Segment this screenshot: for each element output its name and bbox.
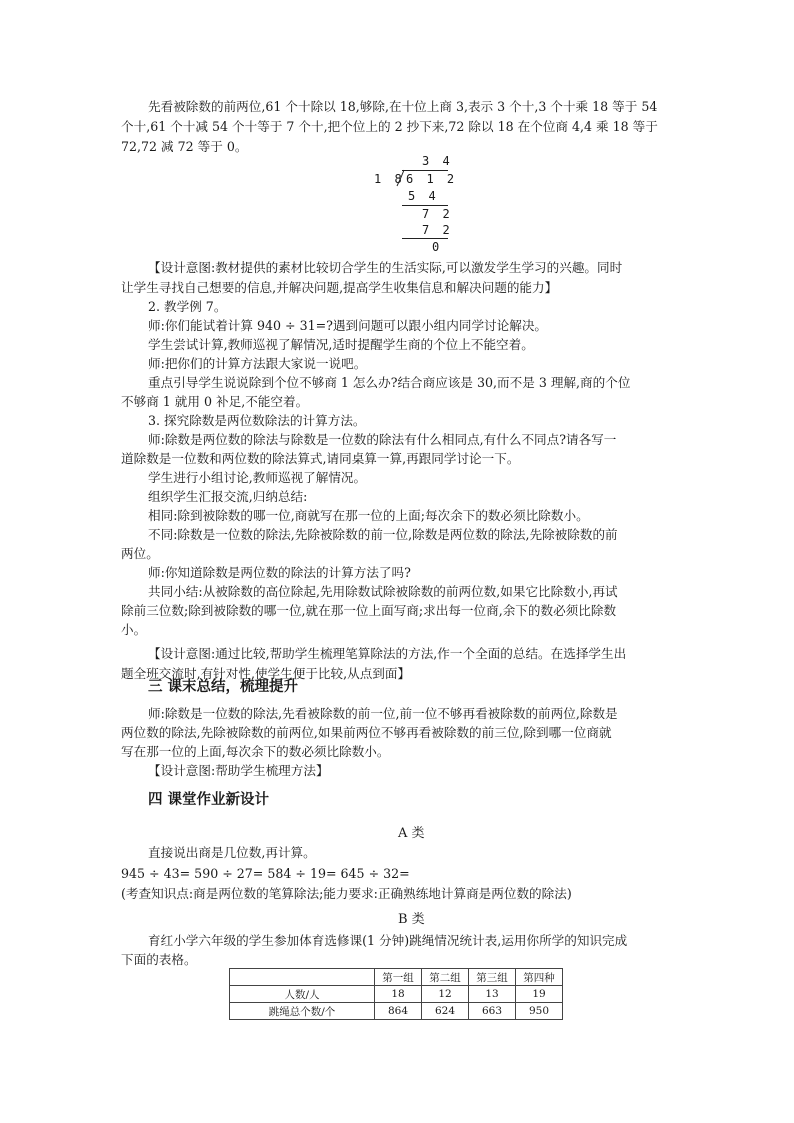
table-row-label: 跳绳总个数/个 xyxy=(230,1003,375,1020)
design-intent-2-line-2: 题全班交流时,有针对性,使学生便于比较,从点到面】 xyxy=(121,666,411,681)
division-dividend: 6 1 2 xyxy=(406,172,458,186)
guide-line-1: 重点引导学生说说除到个位不够商 1 怎么办?结合商应该是 30,而不是 3 理解,商的个位 xyxy=(148,375,631,390)
teacher-check: 师:你知道除数是两位数的除法的计算方法了吗? xyxy=(148,565,411,580)
division-remainder: 0 xyxy=(432,240,443,254)
division-bracket xyxy=(396,169,406,187)
division-line-2 xyxy=(402,238,448,239)
section-3-line-3: 写在那一位的上面,每次余下的数必须比除数小。 xyxy=(121,744,390,759)
joint-summary-line-3: 小。 xyxy=(121,622,147,637)
table-header-cell: 第四种 xyxy=(516,969,563,986)
joint-summary-line-1: 共同小结:从被除数的高位除起,先用除数试除被除数的前两位数,如果它比除数小,再试 xyxy=(148,584,618,599)
table-cell: 864 xyxy=(375,1003,422,1020)
difference-line-2: 两位。 xyxy=(121,546,159,561)
table-cell: 18 xyxy=(375,986,422,1003)
design-intent-3: 【设计意图:帮助学生梳理方法】 xyxy=(148,763,329,778)
category-b-line-1: 育红小学六年级的学生参加体育选修课(1 分钟)跳绳情况统计表,运用你所学的知识完成 xyxy=(148,933,628,948)
table-header-row xyxy=(230,969,563,986)
table-header-cell: 第三组 xyxy=(469,969,516,986)
table-row xyxy=(230,986,563,1003)
table-header-cell: 第二组 xyxy=(422,969,469,986)
design-intent-1-line-2: 让学生寻找自己想要的信息,并解决问题,提高学生收集信息和解决问题的能力】 xyxy=(121,280,558,295)
table-row-label: 人数/人 xyxy=(230,986,375,1003)
division-divisor: 1 8 xyxy=(374,172,405,186)
design-intent-1-line-1: 【设计意图:教材提供的素材比较切合学生的生活实际,可以激发学生学习的兴趣。同时 xyxy=(148,260,623,275)
division-step-3: 7 2 xyxy=(422,223,453,237)
table-row xyxy=(230,1003,563,1020)
category-b-line-2: 下面的表格。 xyxy=(121,952,197,967)
table-header-cell: 第一组 xyxy=(375,969,422,986)
division-line-1 xyxy=(402,205,448,206)
guide-line-2: 不够商 1 就用 0 补足,不能空着。 xyxy=(121,394,309,409)
category-a-problems: 945 ÷ 43= 590 ÷ 27= 584 ÷ 19= 645 ÷ 32= xyxy=(121,866,410,881)
summary-intro: 组织学生汇报交流,归纳总结: xyxy=(148,489,308,504)
section-4-heading: 四 课堂作业新设计 xyxy=(148,792,270,808)
table-cell: 19 xyxy=(516,986,563,1003)
table-cell: 13 xyxy=(469,986,516,1003)
intro-line-3: 72,72 减 72 等于 0。 xyxy=(121,139,248,154)
similarity-line: 相同:除到被除数的哪一位,商就写在那一位的上面;每次余下的数必须比除数小。 xyxy=(148,508,589,523)
explore-title: 3. 探究除数是两位数除法的计算方法。 xyxy=(148,413,366,428)
division-bar xyxy=(402,170,448,171)
teacher-question-line-1: 师:除数是两位数的除法与除数是一位数的除法有什么相同点,有什么不同点?请各写一 xyxy=(148,432,617,447)
teacher-question-line-2: 道除数是一位数和两位数的除法算式,请同桌算一算,再跟同学讨论一下。 xyxy=(121,451,520,466)
table-cell: 663 xyxy=(469,1003,516,1020)
teacher-line-3: 师:把你们的计算方法跟大家说一说吧。 xyxy=(148,356,367,371)
category-a-title: A 类 xyxy=(398,826,425,841)
jump-rope-stats-table xyxy=(229,968,563,1020)
teacher-line-2: 学生尝试计算,教师巡视了解情况,适时提醒学生商的个位上不能空着。 xyxy=(148,337,534,352)
intro-line-1: 先看被除数的前两位,61 个十除以 18,够除,在十位上商 3,表示 3 个十,3 个十乘 18 等于 54 xyxy=(148,99,658,114)
group-discussion: 学生进行小组讨论,教师巡视了解情况。 xyxy=(148,470,367,485)
category-b-title: B 类 xyxy=(398,912,425,927)
teacher-line-1: 师:你们能试着计算 940 ÷ 31=?遇到问题可以跟小组内同学讨论解决。 xyxy=(148,318,548,333)
section-3-line-2: 两位数的除法,先除被除数的前两位,如果前两位不够再看被除数的前三位,除到哪一位商就 xyxy=(121,725,612,740)
division-step-1: 5 4 xyxy=(408,189,439,203)
table-cell: 624 xyxy=(422,1003,469,1020)
table-header-cell xyxy=(230,969,375,986)
category-a-instruction: 直接说出商是几位数,再计算。 xyxy=(148,845,316,860)
long-division xyxy=(370,152,460,252)
design-intent-2-line-1: 【设计意图:通过比较,帮助学生梳理笔算除法的方法,作一个全面的总结。在选择学生出 xyxy=(148,646,627,661)
section-3-heading: 三 课末总结，梳理提升 xyxy=(148,679,299,695)
division-quotient: 3 4 xyxy=(422,154,453,168)
example-7-title: 2. 教学例 7。 xyxy=(148,299,227,314)
category-a-note: (考查知识点:商是两位数的笔算除法;能力要求:正确熟练地计算商是两位数的除法) xyxy=(121,886,572,901)
section-3-line-1: 师:除数是一位数的除法,先看被除数的前一位,前一位不够再看被除数的前两位,除数是 xyxy=(148,706,618,721)
table-cell: 12 xyxy=(422,986,469,1003)
division-step-2: 7 2 xyxy=(422,207,453,221)
difference-line-1: 不同:除数是一位数的除法,先除被除数的前一位,除数是两位数的除法,先除被除数的前 xyxy=(148,527,618,542)
table-cell: 950 xyxy=(516,1003,563,1020)
intro-line-2: 个十,61 个十减 54 个十等于 7 个十,把个位上的 2 抄下来,72 除以 18 在个位商 4,4 乘 18 等于 xyxy=(121,119,658,134)
joint-summary-line-2: 除前三位数;除到被除数的哪一位,就在那一位上面写商;求出每一位商,余下的数必须比除数 xyxy=(121,603,617,618)
